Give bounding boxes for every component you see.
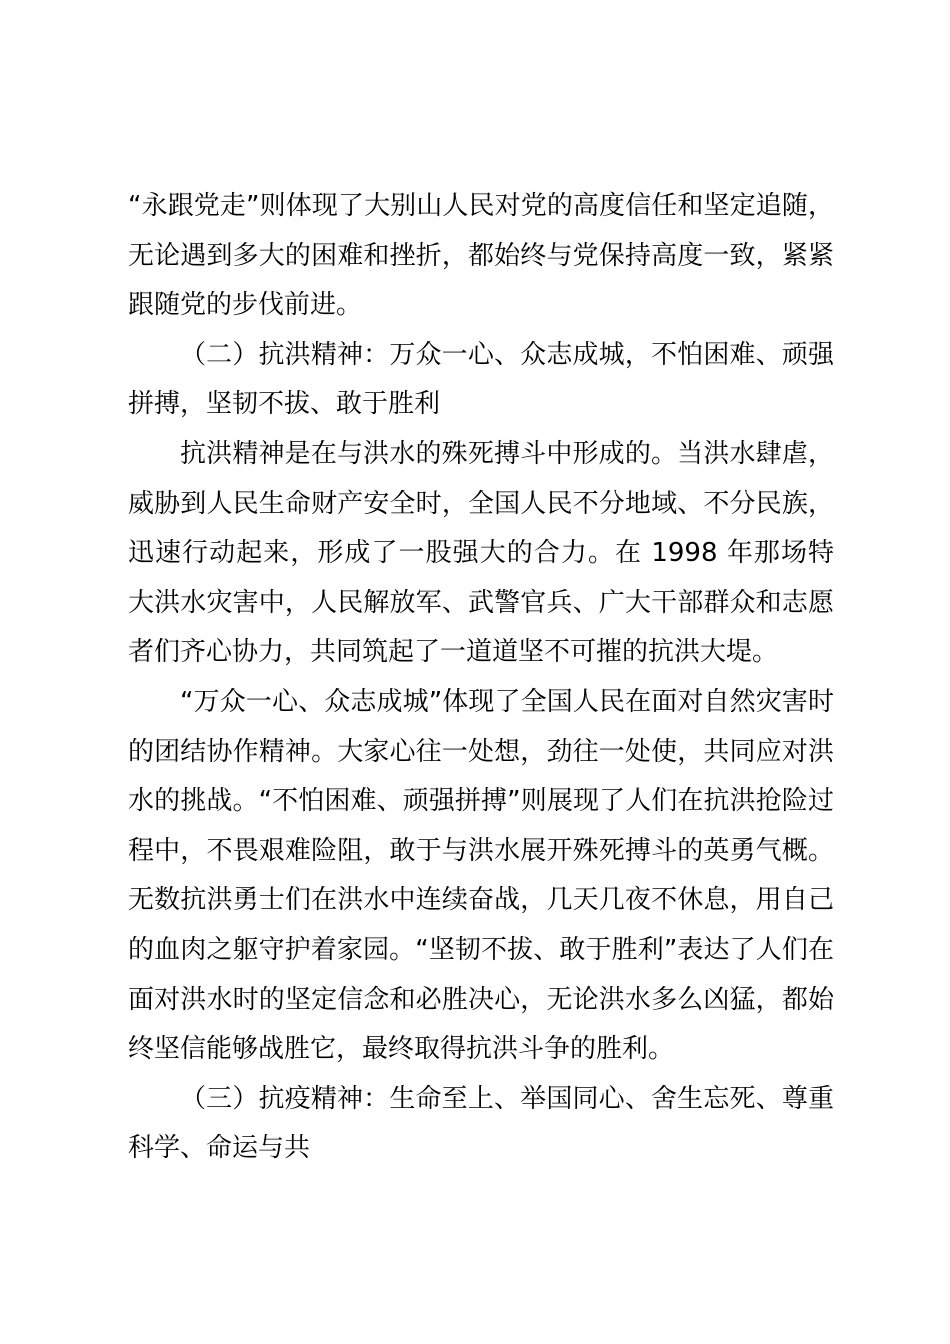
section-heading-flood-spirit: （二）抗洪精神：万众一心、众志成城，不怕困难、顽强拼搏，坚韧不拔、敢于胜利 xyxy=(128,339,834,420)
paragraph-continuation: “永跟党走”则体现了大别山人民对党的高度信任和坚定追随，无论遇到多大的困难和挫折，都始终与党保持高度一致，紧紧跟随党的步伐前进。 xyxy=(128,191,834,321)
document-body xyxy=(128,182,834,1174)
paragraph-flood-origin: 抗洪精神是在与洪水的殊死搏斗中形成的。当洪水肆虐，威胁到人民生命财产安全时，全国人民不分地域、不分民族，迅速行动起来，形成了一股强大的合力。在 1998 年那场特大洪水灾害中，人民解放军、武警官兵、广大干部群众和志愿者们齐心协力，共同筑起了一道道坚不可摧的抗洪大堤。 xyxy=(128,438,834,668)
section-heading-epidemic-spirit: （三）抗疫精神：生命至上、举国同心、舍生忘死、尊重科学、命运与共 xyxy=(128,1083,834,1164)
paragraph-flood-meaning: “万众一心、众志成城”体现了全国人民在面对自然灾害时的团结协作精神。大家心往一处想，劲往一处使，共同应对洪水的挑战。“不怕困难、顽强拼搏”则展现了人们在抗洪抢险过程中，不畏艰难险阻，敢于与洪水展开殊死搏斗的英勇气概。无数抗洪勇士们在洪水中连续奋战，几天几夜不休息，用自己的血肉之躯守护着家园。“坚韧不拔、敢于胜利”表达了人们在面对洪水时的坚定信念和必胜决心，无论洪水多么凶猛，都始终坚信能够战胜它，最终取得抗洪斗争的胜利。 xyxy=(128,686,834,1065)
